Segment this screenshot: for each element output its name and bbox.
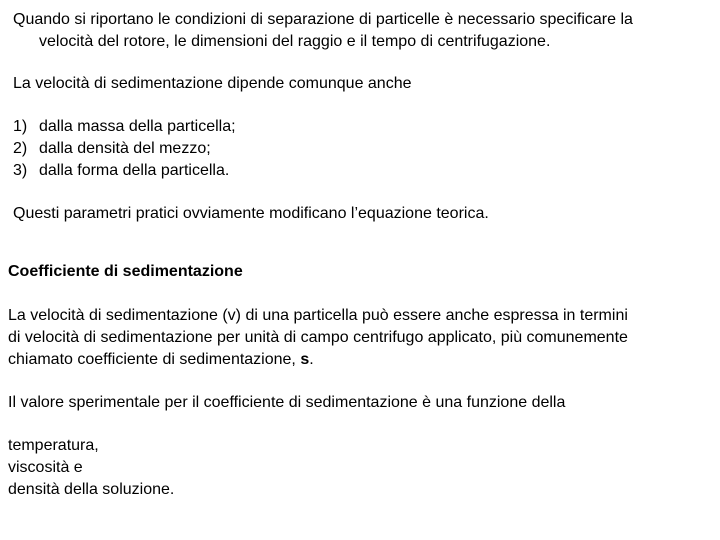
list-item-number: 2) [13, 140, 28, 157]
factor-item: temperatura, [8, 437, 99, 454]
list-item-text: dalla densità del mezzo; [39, 140, 211, 157]
intro-line-1: Quando si riportano le condizioni di separazione di particelle è necessario specificare la [13, 11, 633, 28]
coefficient-symbol: s [300, 351, 310, 368]
paragraph-line-3 [8, 350, 314, 370]
list-item-number: 1) [13, 118, 28, 135]
list-item [13, 161, 229, 181]
paragraph-line-1: La velocità di sedimentazione (v) di una particella può essere anche espressa in termini [8, 307, 628, 324]
note-line: Questi parametri pratici ovviamente modificano l’equazione teorica. [13, 205, 489, 222]
value-line: Il valore sperimentale per il coefficiente di sedimentazione è una funzione della [8, 394, 566, 411]
paragraph-line-2: di velocità di sedimentazione per unità di campo centrifugo applicato, più comunemente [8, 329, 628, 346]
paragraph-line-3-text: chiamato coefficiente di sedimentazione, [8, 351, 301, 368]
list-item [13, 139, 211, 159]
list-item-text: dalla forma della particella. [39, 162, 230, 179]
factor-item: viscosità e [8, 459, 83, 476]
list-item-number: 3) [13, 162, 28, 179]
dependence-line: La velocità di sedimentazione dipende comunque anche [13, 75, 412, 92]
intro-line-2: velocità del rotore, le dimensioni del raggio e il tempo di centrifugazione. [39, 33, 551, 50]
list-item-text: dalla massa della particella; [39, 118, 236, 135]
factor-item: densità della soluzione. [8, 481, 175, 498]
section-heading: Coefficiente di sedimentazione [8, 263, 243, 280]
paragraph-line-3-end: . [309, 351, 314, 368]
list-item [13, 117, 236, 137]
